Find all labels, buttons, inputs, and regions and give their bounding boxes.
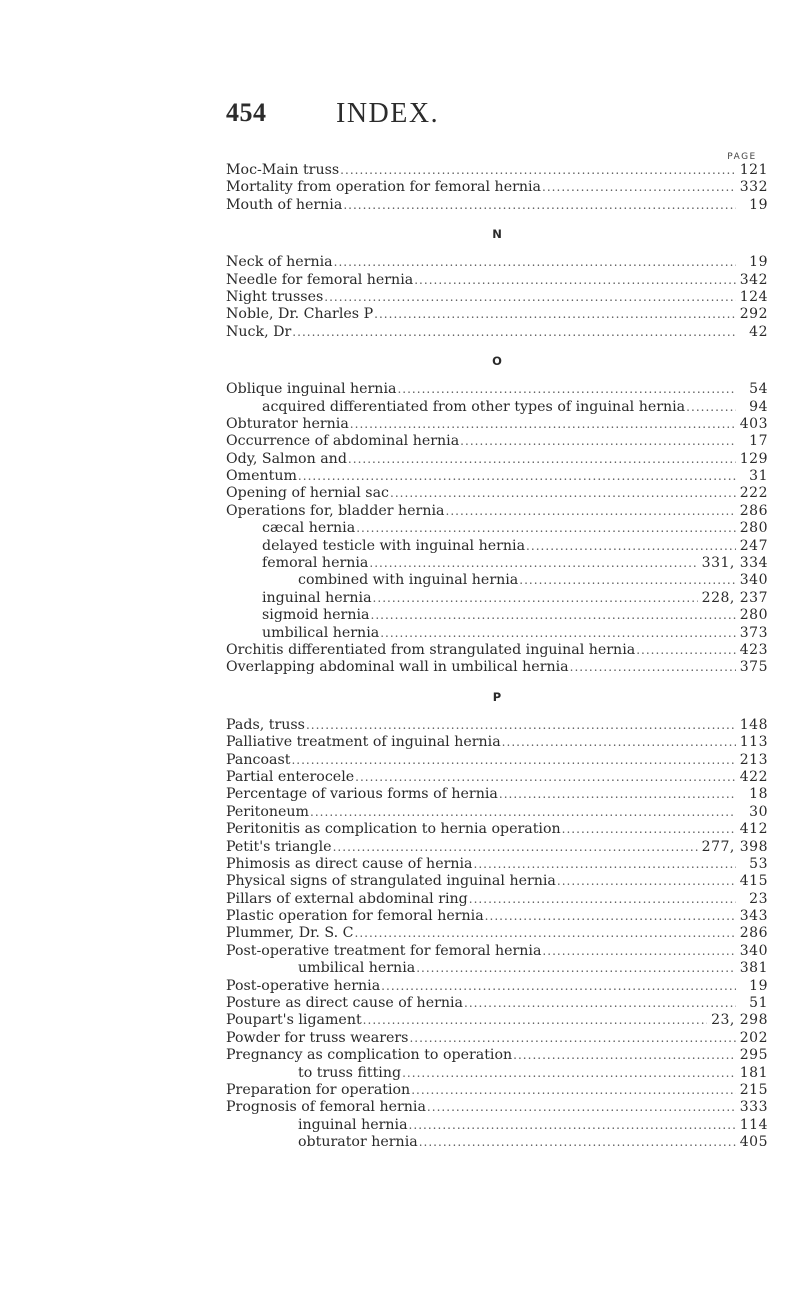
index-entry [226,943,768,960]
dot-leader [445,503,735,520]
index-entry [226,873,768,890]
dot-leader [542,179,736,196]
index-page-ref: 415 [739,873,768,890]
index-page-ref: 280 [739,607,768,624]
index-term: Overlapping abdominal wall in umbilical hernia [226,659,569,676]
index-term: combined with inguinal hernia [298,572,519,589]
section-letter-heading: N [492,227,502,242]
index-page-ref: 94 [749,398,768,415]
index-term: inguinal hernia [298,1116,408,1133]
dot-leader [464,995,736,1012]
index-entry [226,1030,768,1047]
index-page-ref: 129 [739,450,768,467]
index-page-ref: 342 [739,271,768,288]
index-entry [226,1047,768,1064]
index-page-ref: 148 [739,716,768,733]
index-page-ref: 332 [739,179,768,196]
index-entry [226,485,768,502]
index-page-ref: 222 [739,485,768,502]
index-list [226,162,768,1152]
dot-leader [636,642,736,659]
index-page-ref: 54 [749,381,768,398]
index-term: Moc-Main truss [226,162,340,178]
index-page-ref: 114 [739,1116,768,1133]
dot-leader [348,451,736,468]
index-entry [226,978,768,995]
index-term: Plastic operation for femoral hernia [226,908,484,925]
index-entry [226,538,768,555]
index-term: umbilical hernia [262,624,380,641]
index-page-ref: 343 [739,908,768,925]
index-entry [226,555,768,572]
index-entry [226,1012,768,1029]
index-entry [226,856,768,873]
index-entry [226,433,768,450]
index-page-ref: 23, 298 [711,1012,768,1029]
index-entry [226,254,768,271]
index-entry [226,769,768,786]
index-term: Nuck, Dr [226,323,292,340]
index-term: Post-operative treatment for femoral hernia [226,942,542,959]
index-entry [226,590,768,607]
index-page-ref: 121 [739,162,768,178]
index-term: Partial enterocele [226,768,355,785]
index-page-ref: 280 [739,520,768,537]
index-entry [226,786,768,803]
index-term: Operations for, bladder hernia [226,502,445,519]
index-page-ref: 213 [739,751,768,768]
index-entry [226,960,768,977]
index-entry [226,272,768,289]
index-page-ref: 19 [749,196,768,213]
index-entry [226,1099,768,1116]
index-term: Occurrence of abdominal hernia [226,433,460,450]
index-term: Palliative treatment of inguinal hernia [226,734,501,751]
dot-leader [291,752,735,769]
index-entry [226,659,768,676]
dot-leader [333,839,698,856]
index-entry [226,995,768,1012]
dot-leader [416,960,736,977]
dot-leader [502,734,736,751]
dot-leader [343,197,736,214]
index-page-ref: 19 [749,254,768,271]
index-entry [226,162,768,179]
index-term: femoral hernia [262,555,369,572]
index-page-ref: 340 [739,572,768,589]
dot-leader [513,1047,736,1064]
index-term: Posture as direct cause of hernia [226,995,464,1012]
index-page-ref: 286 [739,925,768,942]
index-page-ref: 405 [739,1134,768,1151]
index-term: Ody, Salmon and [226,450,347,467]
index-entry [226,1082,768,1099]
index-page-ref: 51 [749,995,768,1012]
index-term: Pads, truss [226,716,305,733]
index-term: Orchitis differentiated from strangulated inguinal hernia [226,641,636,658]
index-entry [226,752,768,769]
index-page-ref: 247 [739,537,768,554]
index-entry [226,1134,768,1151]
dot-leader [397,381,736,398]
index-term: Omentum [226,468,297,485]
dot-leader [414,272,736,289]
index-entry [226,1117,768,1134]
index-term: Oblique inguinal hernia [226,381,397,398]
index-term: Post-operative hernia [226,977,381,994]
page-number: 454 [226,98,267,127]
index-entry [226,891,768,908]
index-entry [226,925,768,942]
dot-leader [460,433,736,450]
index-entry [226,399,768,416]
index-entry [226,520,768,537]
index-term: Petit's triangle [226,838,332,855]
index-page-ref: 113 [739,734,768,751]
index-term: Noble, Dr. Charles P [226,306,374,323]
dot-leader [363,1012,707,1029]
index-page-ref: 202 [739,1029,768,1046]
section-letter-heading: O [492,354,502,369]
index-page-ref: 42 [749,323,768,340]
index-entry [226,734,768,751]
index-page-ref: 373 [739,624,768,641]
dot-leader [686,399,736,416]
page-header [0,98,800,138]
index-term: Plummer, Dr. S. C [226,925,354,942]
dot-leader [324,289,736,306]
dot-leader [373,590,698,607]
index-page-ref: 277, 398 [701,838,768,855]
index-page-ref: 375 [739,659,768,676]
index-page-ref: 19 [749,977,768,994]
dot-leader [427,1099,736,1116]
index-term: Pregnancy as complication to operation [226,1047,513,1064]
index-page-ref: 412 [739,821,768,838]
index-page-ref: 215 [739,1081,768,1098]
dot-leader [542,943,735,960]
index-term: Peritonitis as complication to hernia operation [226,821,561,838]
dot-leader [354,925,735,942]
index-entry [226,324,768,341]
index-entry [226,717,768,734]
index-term: Mortality from operation for femoral hernia [226,179,541,196]
dot-leader [380,625,736,642]
index-entry [226,503,768,520]
index-term: sigmoid hernia [262,607,370,624]
dot-leader [355,769,736,786]
index-term: acquired differentiated from other types of inguinal hernia [262,398,686,415]
index-page-ref: 31 [749,468,768,485]
index-page-ref: 30 [749,803,768,820]
index-term: Powder for truss wearers [226,1029,409,1046]
index-term: umbilical hernia [298,960,416,977]
index-page-ref: 18 [749,786,768,803]
index-term: inguinal hernia [262,589,372,606]
index-page-ref: 17 [749,433,768,450]
dot-leader [419,1134,736,1151]
index-entry [226,451,768,468]
index-page-ref: 331, 334 [701,555,768,572]
dot-leader [485,908,736,925]
index-page-ref: 340 [739,942,768,959]
index-entry [226,416,768,433]
index-term: Preparation for operation [226,1081,411,1098]
index-entry [226,821,768,838]
dot-leader [562,821,736,838]
index-page-ref: 292 [739,306,768,323]
index-entry [226,197,768,214]
index-term: Poupart's ligament [226,1012,362,1029]
index-term: to truss fitting [298,1064,402,1081]
index-term: Obturator hernia [226,415,349,432]
index-page-ref: 333 [739,1099,768,1116]
dot-leader [310,804,736,821]
dot-leader [499,786,736,803]
page-column-label: PAGE [727,152,757,162]
index-entry [226,381,768,398]
index-term: cæcal hernia [262,520,356,537]
index-term: Neck of hernia [226,254,333,271]
dot-leader [374,306,736,323]
dot-leader [409,1117,736,1134]
index-term: delayed testicle with inguinal hernia [262,537,526,554]
index-page-ref: 124 [739,288,768,305]
index-page-ref: 23 [749,890,768,907]
dot-leader [411,1082,736,1099]
index-page-ref: 423 [739,641,768,658]
index-entry [226,468,768,485]
index-term: Mouth of hernia [226,196,343,213]
dot-leader [519,572,736,589]
dot-leader [350,416,736,433]
index-term: Physical signs of strangulated inguinal hernia [226,873,556,890]
dot-leader [298,468,736,485]
index-entry [226,306,768,323]
dot-leader [390,485,736,502]
index-entry [226,1065,768,1082]
dot-leader [474,856,736,873]
dot-leader [340,162,736,179]
index-entry [226,839,768,856]
index-entry [226,179,768,196]
dot-leader [334,254,736,271]
index-entry [226,804,768,821]
index-term: obturator hernia [298,1134,418,1151]
dot-leader [557,873,736,890]
index-page-ref: 53 [749,855,768,872]
index-entry [226,289,768,306]
dot-leader [356,520,736,537]
index-term: Prognosis of femoral hernia [226,1099,426,1116]
dot-leader [409,1030,735,1047]
dot-leader [570,659,736,676]
index-page-ref: 181 [739,1064,768,1081]
dot-leader [526,538,736,555]
index-entry [226,572,768,589]
index-page-ref: 422 [739,768,768,785]
dot-leader [370,607,735,624]
index-term: Night trusses [226,288,324,305]
dot-leader [402,1065,736,1082]
index-entry [226,908,768,925]
dot-leader [469,891,736,908]
index-page-ref: 381 [739,960,768,977]
dot-leader [381,978,736,995]
index-term: Pillars of external abdominal ring [226,890,468,907]
index-page-ref: 228, 237 [701,589,768,606]
index-entry [226,607,768,624]
index-entry [226,642,768,659]
index-term: Phimosis as direct cause of hernia [226,855,473,872]
index-term: Pancoast [226,751,291,768]
index-term: Opening of hernial sac [226,485,389,502]
index-page-ref: 286 [739,502,768,519]
index-term: Peritoneum [226,803,309,820]
index-term: Needle for femoral hernia [226,271,414,288]
page-title: INDEX. [336,98,440,129]
index-page-ref: 403 [739,415,768,432]
section-letter-heading: P [492,689,502,704]
dot-leader [369,555,697,572]
dot-leader [292,324,736,341]
index-entry [226,625,768,642]
index-term: Percentage of various forms of hernia [226,786,498,803]
dot-leader [306,717,736,734]
index-page-ref: 295 [739,1047,768,1064]
